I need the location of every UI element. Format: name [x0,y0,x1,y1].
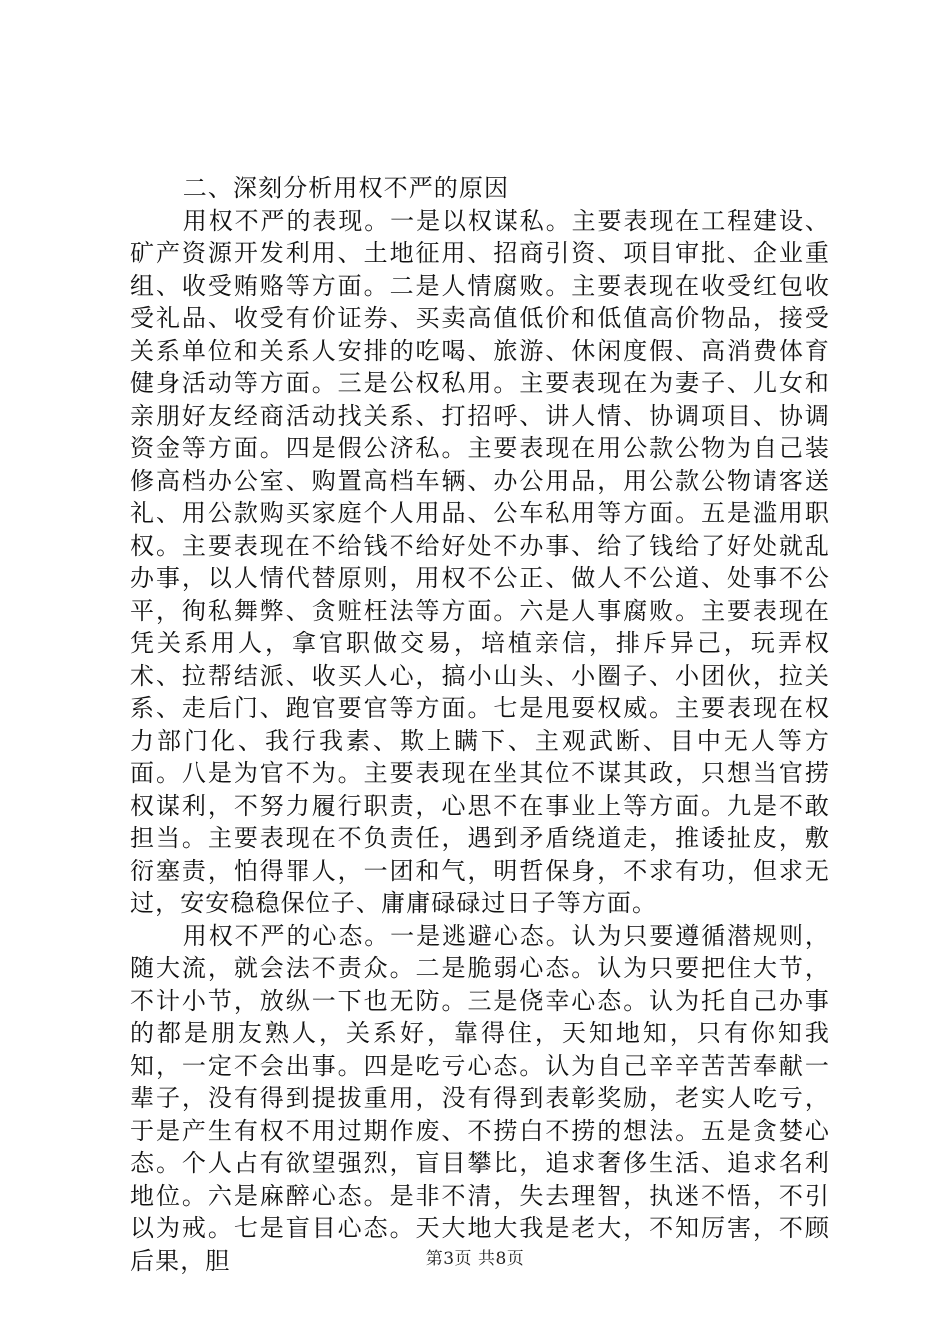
page-number-footer: 第3页 共8页 [425,1249,525,1269]
paragraph-mentalities: 用权不严的心态。一是逃避心态。认为只要遵循潜规则，随大流，就会法不责众。二是脆弱心态。认为只要把住大节，不计小节，放纵一下也无防。三是侥幸心态。认为托自己办事的都是朋友熟人，关系好，靠得住，天知地知，只有你知我知，一定不会出事。四是吃亏心态。认为自己辛辛苦苦奉献一辈子，没有得到提拔重用，没有得到表彰奖励，老实人吃亏，于是产生有权不用过期作废、不捞白不捞的想法。五是贪婪心态。个人占有欲望强烈，盲目攀比，追求奢侈生活、追求名利地位。六是麻醉心态。是非不清，失去理智，执迷不悟，不引以为戒。七是盲目心态。天大地大我是老大，不知厉害，不顾后果，胆 [130,921,830,1275]
document-body [130,172,830,1277]
paragraph-manifestations: 用权不严的表现。一是以权谋私。主要表现在工程建设、矿产资源开发利用、土地征用、招商引资、项目审批、企业重组、收受贿赂等方面。二是人情腐败。主要表现在收受红包收受礼品、收受有价证券、买卖高值低价和低值高价物品，接受关系单位和关系人安排的吃喝、旅游、休闲度假、高消费体育健身活动等方面。三是公权私用。主要表现在为妻子、儿女和亲朋好友经商活动找关系、打招呼、讲人情、协调项目、协调资金等方面。四是假公济私。主要表现在用公款公物为自己装修高档办公室、购置高档车辆、办公用品，用公款公物请客送礼、用公款购买家庭个人用品、公车私用等方面。五是滥用职权。主要表现在不给钱不给好处不办事、给了钱给了好处就乱办事，以人情代替原则，用权不公正、做人不公道、处事不公平，徇私舞弊、贪赃枉法等方面。六是人事腐败。主要表现在凭关系用人，拿官职做交易，培植亲信，排斥异己，玩弄权术、拉帮结派、收买人心，搞小山头、小圈子、小团伙，拉关系、走后门、跑官要官等方面。七是甩耍权威。主要表现在权力部门化、我行我素、欺上瞒下、主观武断、目中无人等方面。八是为官不为。主要表现在坐其位不谋其政，只想当官捞权谋利，不努力履行职责，心思不在事业上等方面。九是不敢担当。主要表现在不负责任，遇到矛盾绕道走，推诿扯皮，敷衍塞责，怕得罪人，一团和气，明哲保身，不求有功，但求无过，安安稳稳保位子、庸庸碌碌过日子等方面。 [130,206,830,917]
section-heading: 二、深刻分析用权不严的原因 [182,174,510,202]
